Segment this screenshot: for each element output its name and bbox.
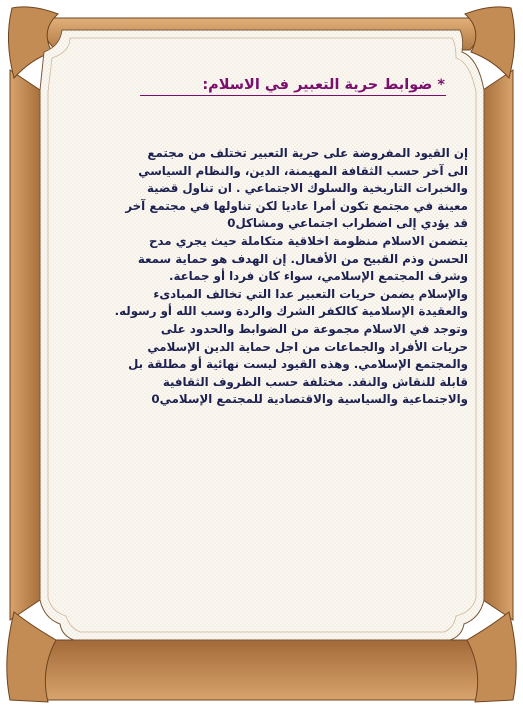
body-line: معينة في مجتمع تكون أمرا عاديا لكن تناولها في مجتمع آخر	[125, 198, 468, 213]
body-line: وتوجد في الاسلام مجموعة من الضوابط والحدود على	[160, 321, 468, 336]
title-underline	[140, 95, 446, 96]
body-line: الى آخر حسب الثقافة المهيمنة، الدين، والنظام السياسي	[138, 163, 468, 178]
body-line: والمجتمع الإسلامي. وهذه القيود ليست نهائية أو مطلقة بل	[128, 357, 468, 372]
body-line: يتضمن الاسلام منظومة اخلاقية متكاملة حيث يجري مدح	[148, 233, 468, 248]
body-line: والإسلام يضمن حريات التعبير عدا التي تخالف المبادىء	[153, 286, 468, 301]
frame-left-band	[10, 70, 40, 620]
body-line: والاجتماعية والسياسية والاقتصادية للمجتمع الإسلامي0	[151, 392, 468, 407]
title-colon: :	[202, 77, 209, 93]
body-line: والعقيدة الإسلامية كالكفر الشرك والردة وسب الله أو رسوله.	[114, 304, 468, 319]
frame-bottom-band	[28, 640, 498, 700]
body-line: الحسن وذم القبيح من الأفعال. إن الهدف هو حماية سمعة	[137, 251, 468, 266]
body-line: قد يؤدي إلى اضطراب اجتماعي ومشاكل0	[227, 216, 468, 231]
body-line: حريات الأفراد والجماعات من اجل حماية الدين الإسلامي	[147, 339, 468, 354]
frame-right-band	[483, 70, 513, 620]
body-paragraph	[72, 145, 468, 409]
title	[140, 74, 445, 96]
title-text: ضوابط حرية التعبير في الاسلام	[208, 77, 433, 93]
body-line: والخبرات التاريخية والسلوك الاجتماعي . ان تناول قضية	[147, 181, 468, 196]
body-line: قابلة للنقاش والنقد. مختلفة حسب الظروف الثقافية	[162, 374, 468, 389]
body-line: وشرف المجتمع الإسلامي، سواء كان فردا أو جماعة.	[168, 269, 468, 284]
title-bullet: *	[437, 77, 445, 93]
body-line: إن القيود المفروضة على حرية التعبير تختلف من مجتمع	[147, 146, 468, 160]
